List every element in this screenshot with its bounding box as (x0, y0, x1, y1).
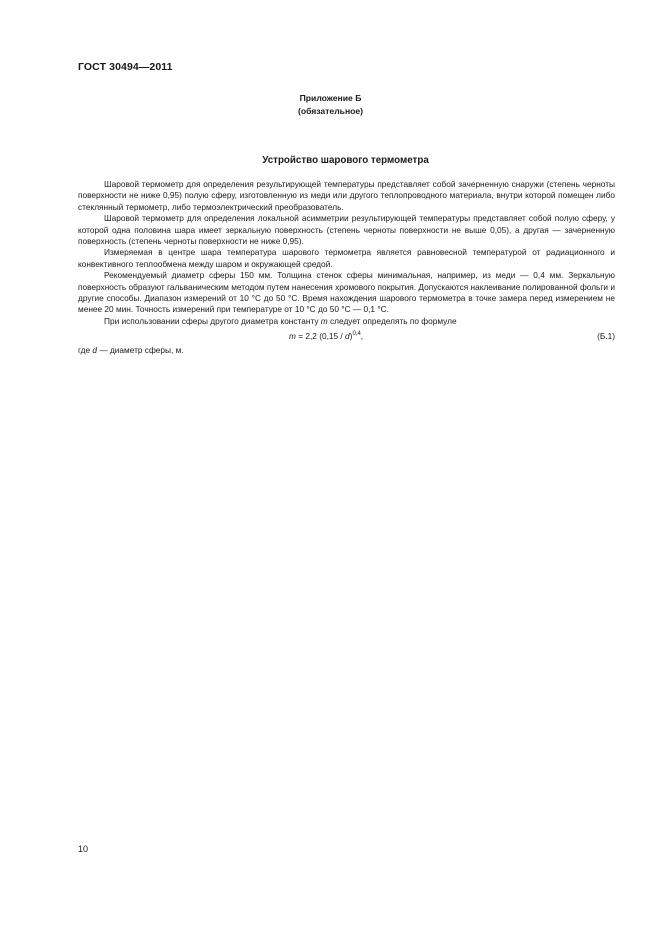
formula-intro-paragraph (78, 316, 615, 327)
paragraph: Рекомендуемый диаметр сферы 150 мм. Толщина стенок сферы минимальная, например, из меди — 0,4 мм. Зеркальную поверхность образуют гальваническим методом путем нанесения хромового покрытия. Допускаются наклеивание полированной фольги и другие способы. Диапазон измерений от 10 °С до 50 °С. Время нахождения шарового термометра в точке замера перед измерением не менее 20 мин. Точность измерений при температуре от 10 °С до 50 °С — 0,1 °С. (78, 270, 615, 315)
intro-text: следует определять по формуле (327, 315, 457, 326)
formula-exponent: 0,4 (352, 331, 361, 338)
formula-b1 (78, 328, 615, 344)
formula-expression (289, 328, 363, 344)
appendix-status: (обязательное) (297, 105, 364, 116)
paragraph: Шаровой термометр для определения результирующей температуры представляет собой зачерненную снаружи (степень черноты поверхности не ниже 0,95) полую сферу, изготовленную из меди или другого теплопроводного материала, внутри которой помещен либо стеклянный термометр, либо термоэлектрический преобразователь. (78, 179, 615, 212)
formula-legend (78, 345, 615, 356)
appendix-title: Приложение Б (299, 93, 362, 103)
variable-m: m (320, 315, 328, 326)
formula-number: (Б.1) (597, 331, 615, 342)
paragraph: Измеряемая в центре шара температура шарового термометра является равновесной температурой от радиационного и конвективного теплообмена между шаром и окружающей средой. (78, 247, 615, 269)
legend-text: — диаметр сферы, м. (97, 345, 184, 356)
standard-header: ГОСТ 30494—2011 (78, 61, 173, 73)
appendix-heading (0, 92, 661, 117)
formula-variable: d (345, 331, 350, 342)
page-number: 10 (78, 844, 89, 854)
body-text (78, 179, 615, 357)
formula-rhs: = 2,2 (0,15 / (295, 331, 346, 342)
section-title: Устройство шарового термометра (262, 155, 429, 166)
formula-lhs: m (289, 331, 296, 342)
formula-close: ) (349, 331, 353, 342)
intro-text: При использовании сферы другого диаметра константу (104, 315, 321, 326)
formula-end: , (360, 331, 364, 342)
paragraph: Шаровой термометр для определения локальной асимметрии результирующей температуры представляет собой полую сферу, у которой одна половина шара имеет зеркальную поверхность (степень черноты поверхности не выше 0,05), а другая — зачерненную поверхность (степень черноты поверхности не ниже 0,95). (78, 213, 615, 247)
legend-variable: d (92, 345, 98, 356)
legend-prefix: где (78, 345, 93, 356)
